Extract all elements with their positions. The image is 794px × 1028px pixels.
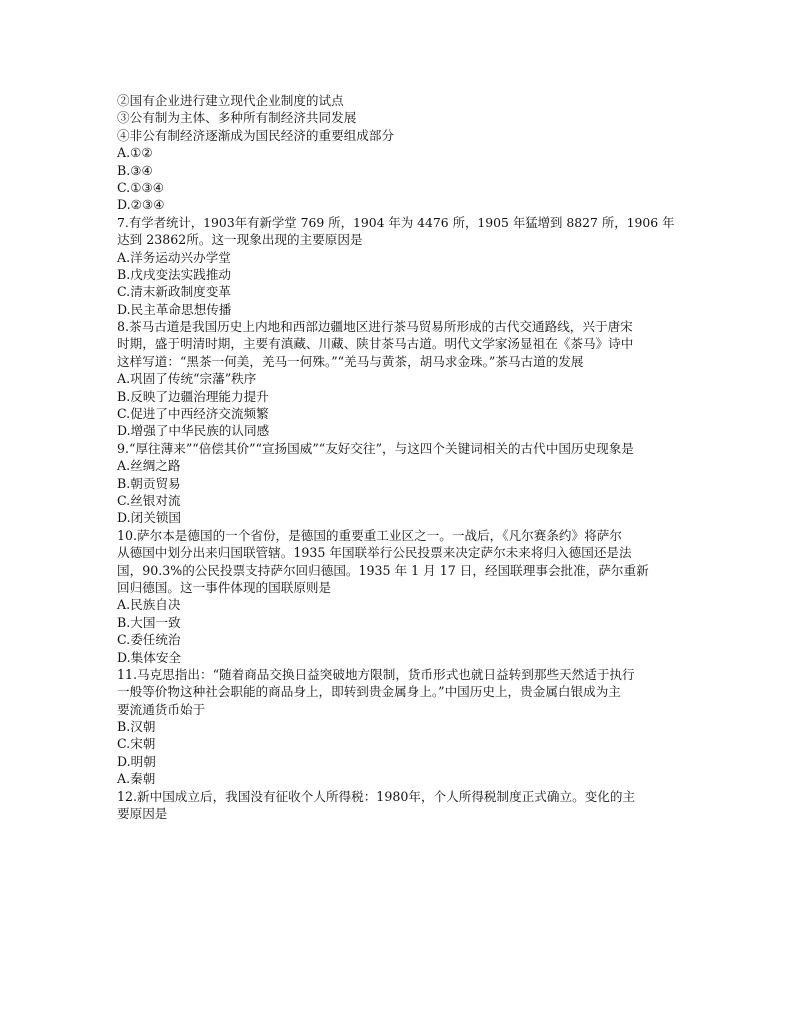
text-line: ④非公有制经济逐渐成为国民经济的重要组成部分	[117, 127, 395, 143]
option-b: B.大国一致	[117, 614, 181, 630]
option-b: B.汉朝	[117, 719, 156, 735]
option-d: D.民主革命思想传播	[117, 301, 232, 317]
question-8-stem: 8.茶马古道是我国历史上内地和西部边疆地区进行茶马贸易所形成的古代交通路线，兴于唐宋	[117, 319, 633, 335]
option-c: C.丝银对流	[117, 492, 181, 508]
question-10-stem: 从德国中划分出来归国联管辖。1935 年国联举行公民投票来决定萨尔未来将归入德国还是法	[117, 545, 632, 561]
question-7-stem: 7.有学者统计，1903年有新学堂 769 所，1904 年为 4476 所，1905 年猛增到 8827 所，1906 年	[117, 214, 675, 230]
option-a: A.民族自决	[117, 597, 181, 613]
option-b: B.反映了边疆治理能力提升	[117, 388, 269, 404]
question-11-stem: 要流通货币始于	[117, 701, 206, 717]
text-line: ③公有制为主体、多种所有制经济共同发展	[117, 110, 357, 126]
question-10-stem: 10.萨尔本是德国的一个省份，是德国的重要重工业区之一。一战后，《凡尔赛条约》将萨尔	[117, 527, 622, 543]
question-12-stem: 要原因是	[117, 806, 168, 822]
option-a: A.巩固了传统“宗藩”秩序	[117, 371, 257, 387]
question-11-stem: 11.马克思指出：“随着商品交换日益突破地方限制，货币形式也就日益转到那些天然适于执行	[117, 666, 635, 682]
option-a: A.①②	[117, 145, 153, 161]
option-a: A.洋务运动兴办学堂	[117, 249, 231, 265]
option-d: D.明朝	[117, 753, 156, 769]
option-c: C.宋朝	[117, 736, 156, 752]
option-a: A.丝绸之路	[117, 458, 181, 474]
option-c: C.清末新政制度变革	[117, 284, 231, 300]
question-11-stem: 一般等价物这种社会职能的商品身上，即转到贵金属身上。”中国历史上，贵金属白银成为主	[117, 684, 621, 700]
option-b: B.③④	[117, 162, 153, 178]
option-d: D.增强了中华民族的认同感	[117, 423, 270, 439]
option-c: C.①③④	[117, 179, 165, 195]
option-b: B.戊戌变法实践推动	[117, 266, 232, 282]
option-b: B.朝贡贸易	[117, 475, 181, 491]
option-c: C.促进了中西经济交流频繁	[117, 406, 269, 422]
option-d: D.闭关锁国	[117, 510, 182, 526]
question-8-stem: 时期，盛于明清时期，主要有滇藏、川藏、陕甘茶马古道。明代文学家汤显祖在《茶马》诗中	[117, 336, 634, 352]
question-10-stem: 国，90.3%的公民投票支持萨尔回归德国。1935 年 1 月 17 日，经国联理事会批准，萨尔重新	[117, 562, 649, 578]
option-d: D.②③④	[117, 197, 165, 213]
text-line: ②国有企业进行建立现代企业制度的试点	[117, 93, 344, 108]
question-9-stem: 9.“厚往薄来”“倍偿其价”“宣扬国威”“友好交往”，与这四个关键词相关的古代中国历史现象是	[117, 440, 634, 456]
option-d: D.集体安全	[117, 649, 182, 665]
question-12-stem: 12.新中国成立后，我国没有征收个人所得税：1980年，个人所得税制度正式确立。变化的主	[117, 788, 636, 804]
option-c: C.委任统治	[117, 632, 181, 648]
document-body	[117, 92, 677, 822]
question-10-stem: 回归德国。这一事件体现的国联原则是	[117, 579, 332, 595]
option-a: A.秦朝	[117, 771, 156, 787]
question-7-stem: 达到 23862所。这一现象出现的主要原因是	[117, 232, 363, 248]
question-8-stem: 这样写道：“黑茶一何美，羌马一何殊。”“羌马与黄茶，胡马求金珠。”茶马古道的发展	[117, 353, 584, 369]
